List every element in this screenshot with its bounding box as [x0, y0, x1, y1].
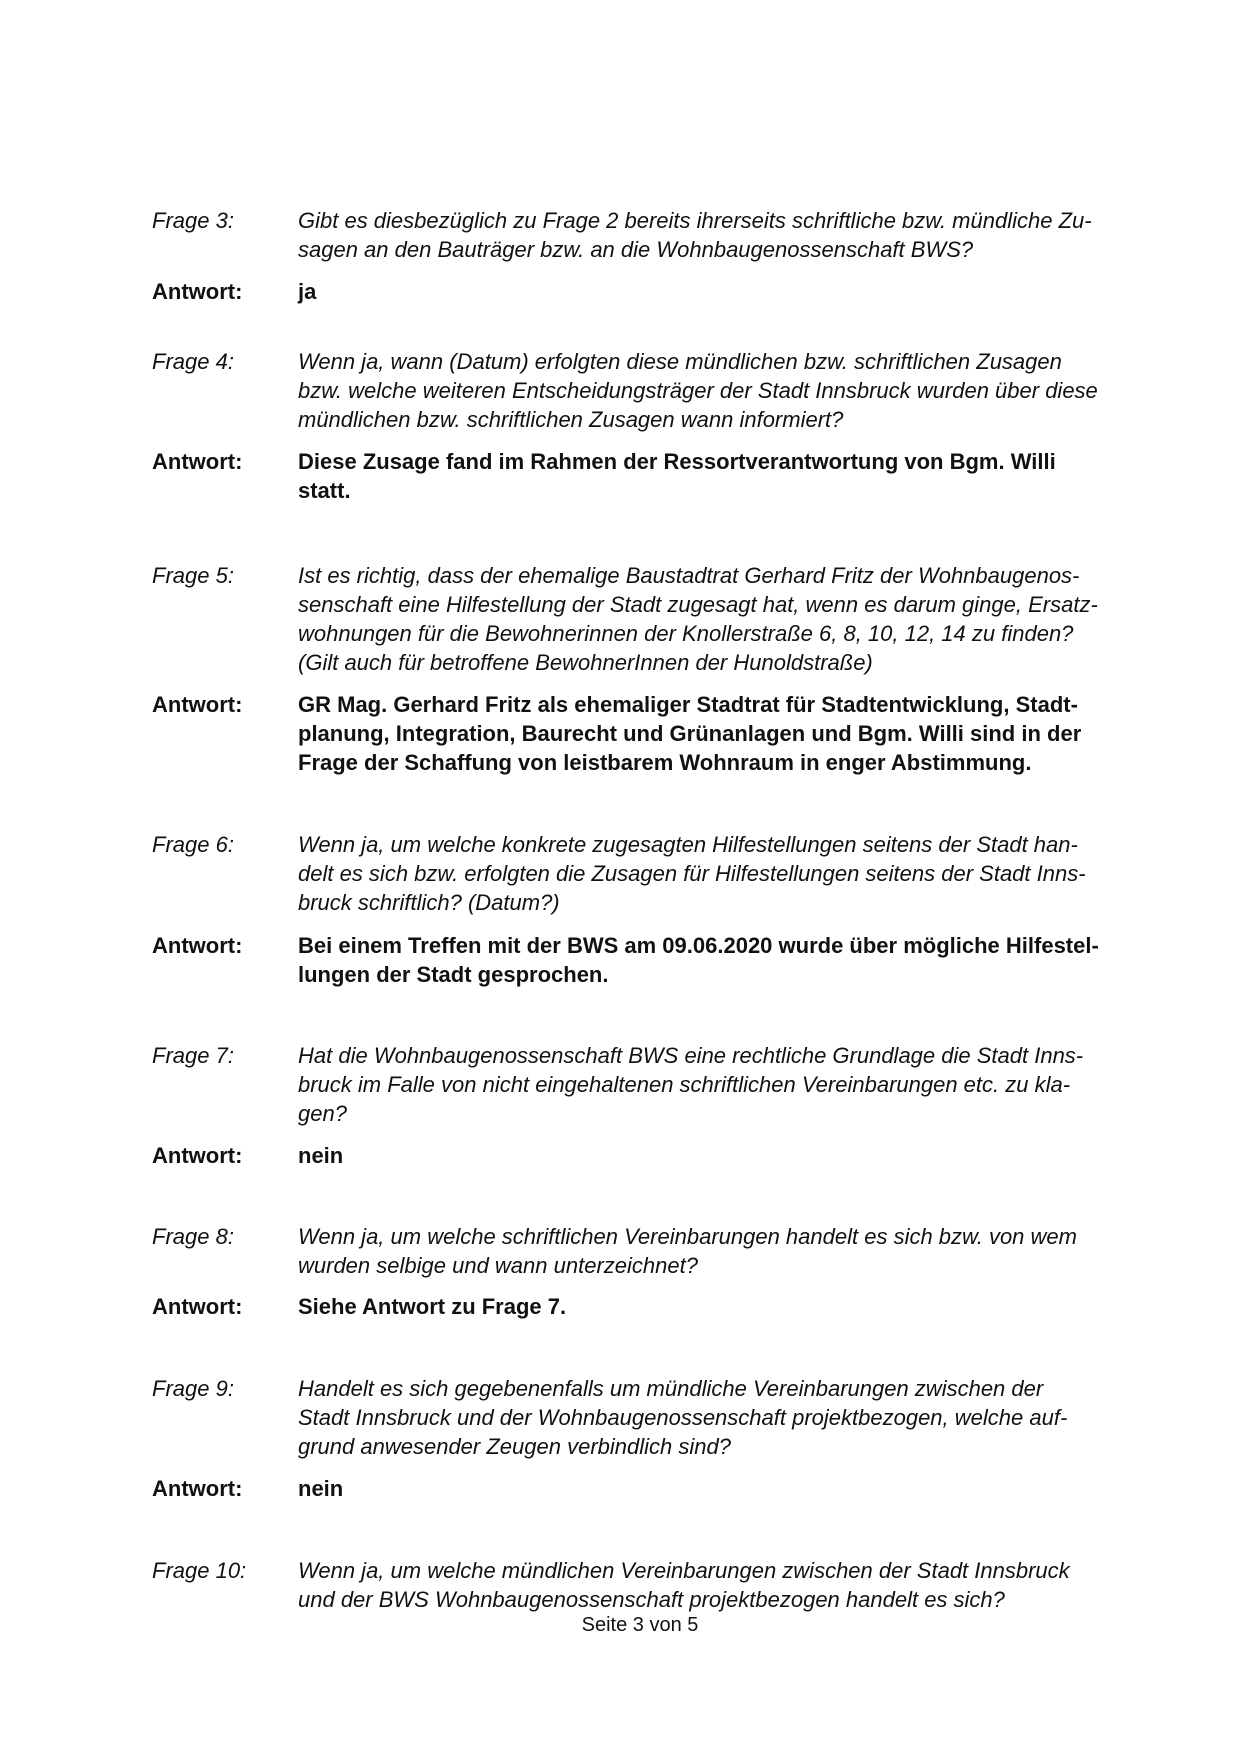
question-label: Frage 4: [152, 349, 234, 374]
answer-label: Antwort: [152, 279, 243, 304]
text-line: senschaft eine Hilfestellung der Stadt zugesagt hat, wenn es darum ginge, Ersatz- [298, 592, 1098, 617]
page-number: Seite 3 von 5 [581, 1614, 699, 1636]
question-text [298, 347, 1142, 434]
answer-text [298, 931, 1142, 989]
text-line: lungen der Stadt gesprochen. [298, 962, 609, 987]
answer-label: Antwort: [152, 1294, 243, 1319]
answer-text [298, 1141, 1142, 1170]
question-9 [152, 1374, 1142, 1461]
text-line: ja [298, 279, 317, 304]
question-8 [152, 1222, 1142, 1280]
answer-label: Antwort: [152, 449, 243, 474]
text-line: bzw. welche weiteren Entscheidungsträger der Stadt Innsbruck wurden über diese [298, 378, 1098, 403]
question-text [298, 1041, 1142, 1128]
question-label: Frage 10: [152, 1558, 247, 1583]
text-line: statt. [298, 478, 351, 503]
text-line: Handelt es sich gegebenenfalls um mündliche Vereinbarungen zwischen der [298, 1376, 1044, 1401]
answer-7 [152, 1141, 1142, 1170]
text-line: wohnungen für die Bewohnerinnen der Knollerstraße 6, 8, 10, 12, 14 zu finden? [298, 621, 1074, 646]
question-text [298, 1222, 1142, 1280]
answer-text [298, 277, 1142, 306]
question-label: Frage 3: [152, 208, 234, 233]
question-label: Frage 8: [152, 1224, 234, 1249]
text-line: Diese Zusage fand im Rahmen der Ressortverantwortung von Bgm. Willi [298, 449, 1056, 474]
answer-3 [152, 277, 1142, 306]
answer-6 [152, 931, 1142, 989]
text-line: bruck schriftlich? (Datum?) [298, 890, 560, 915]
question-text [298, 206, 1142, 264]
text-line: Wenn ja, wann (Datum) erfolgten diese mündlichen bzw. schriftlichen Zusagen [298, 349, 1062, 374]
text-line: mündlichen bzw. schriftlichen Zusagen wann informiert? [298, 407, 844, 432]
answer-text [298, 1474, 1142, 1503]
answer-label: Antwort: [152, 1143, 243, 1168]
text-line: sagen an den Bauträger bzw. an die Wohnbaugenossenschaft BWS? [298, 237, 974, 262]
text-line: nein [298, 1476, 344, 1501]
question-4 [152, 347, 1142, 434]
question-3 [152, 206, 1142, 264]
question-10 [152, 1556, 1142, 1614]
text-line: (Gilt auch für betroffene BewohnerInnen der Hunoldstraße) [298, 650, 873, 675]
answer-label: Antwort: [152, 692, 243, 717]
answer-5 [152, 690, 1142, 777]
question-text [298, 830, 1142, 917]
text-line: bruck im Falle von nicht eingehaltenen schriftlichen Vereinbarungen etc. zu kla- [298, 1072, 1071, 1097]
text-line: Frage der Schaffung von leistbarem Wohnraum in enger Abstimmung. [298, 750, 1032, 775]
text-line: Bei einem Treffen mit der BWS am 09.06.2020 wurde über mögliche Hilfestel- [298, 933, 1099, 958]
text-line: Wenn ja, um welche schriftlichen Vereinbarungen handelt es sich bzw. von wem [298, 1224, 1077, 1249]
answer-text [298, 447, 1142, 505]
answer-text [298, 690, 1142, 777]
text-line: Stadt Innsbruck und der Wohnbaugenossenschaft projektbezogen, welche auf- [298, 1405, 1068, 1430]
question-text [298, 1374, 1142, 1461]
text-line: planung, Integration, Baurecht und Grünanlagen und Bgm. Willi sind in der [298, 721, 1082, 746]
text-line: gen? [298, 1101, 347, 1126]
question-label: Frage 7: [152, 1043, 234, 1068]
answer-9 [152, 1474, 1142, 1503]
text-line: Wenn ja, um welche mündlichen Vereinbarungen zwischen der Stadt Innsbruck [298, 1558, 1070, 1583]
question-label: Frage 9: [152, 1376, 234, 1401]
answer-4 [152, 447, 1142, 505]
text-line: Gibt es diesbezüglich zu Frage 2 bereits ihrerseits schriftliche bzw. mündliche Zu- [298, 208, 1092, 233]
text-line: nein [298, 1143, 344, 1168]
text-line: Siehe Antwort zu Frage 7. [298, 1294, 567, 1319]
question-text [298, 1556, 1142, 1614]
question-7 [152, 1041, 1142, 1128]
question-text [298, 561, 1142, 677]
answer-label: Antwort: [152, 1476, 243, 1501]
text-line: delt es sich bzw. erfolgten die Zusagen für Hilfestellungen seitens der Stadt Inns- [298, 861, 1086, 886]
question-label: Frage 5: [152, 563, 234, 588]
text-line: Wenn ja, um welche konkrete zugesagten Hilfestellungen seitens der Stadt han- [298, 832, 1078, 857]
text-line: Hat die Wohnbaugenossenschaft BWS eine rechtliche Grundlage die Stadt Inns- [298, 1043, 1084, 1068]
question-label: Frage 6: [152, 832, 234, 857]
text-line: Ist es richtig, dass der ehemalige Baustadtrat Gerhard Fritz der Wohnbaugenos- [298, 563, 1080, 588]
text-line: GR Mag. Gerhard Fritz als ehemaliger Stadtrat für Stadtentwicklung, Stadt- [298, 692, 1078, 717]
text-line: grund anwesender Zeugen verbindlich sind? [298, 1434, 731, 1459]
answer-text [298, 1292, 1142, 1321]
text-line: und der BWS Wohnbaugenossenschaft projektbezogen handelt es sich? [298, 1587, 1005, 1612]
question-5 [152, 561, 1142, 677]
answer-label: Antwort: [152, 933, 243, 958]
text-line: wurden selbige und wann unterzeichnet? [298, 1253, 698, 1278]
question-6 [152, 830, 1142, 917]
answer-8 [152, 1292, 1142, 1321]
